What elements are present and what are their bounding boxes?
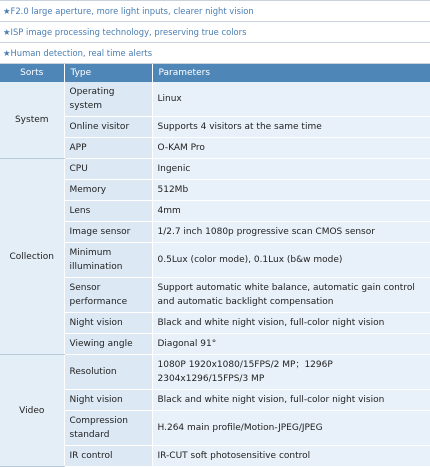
- feature-bullets: [0, 0, 430, 64]
- table-row: [0, 313, 430, 334]
- table-row: [0, 117, 430, 138]
- table-row: [0, 82, 430, 117]
- table-row: [0, 159, 430, 180]
- parameter-cell: 0.5Lux (color mode), 0.1Lux (b&w mode): [152, 243, 430, 278]
- table-row: [0, 411, 430, 446]
- parameter-cell: Linux: [152, 82, 430, 117]
- type-cell: APP: [64, 138, 152, 159]
- type-cell: Sensor performance: [64, 278, 152, 313]
- sort-cell: System: [0, 82, 64, 159]
- feature-bullet: ★ISP image processing technology, preserving true colors: [0, 22, 430, 43]
- parameter-cell: 1080P 1920x1080/15FPS/2 MP；1296P 2304x1296/15FPS/3 MP: [152, 355, 430, 390]
- spec-table: [0, 64, 430, 467]
- spec-table-body: [0, 82, 430, 467]
- parameter-cell: Black and white night vision, full-color night vision: [152, 390, 430, 411]
- table-row: [0, 138, 430, 159]
- table-row: [0, 334, 430, 355]
- parameter-cell: 4mm: [152, 201, 430, 222]
- parameter-cell: Support automatic white balance, automatic gain control and automatic backlight compensation: [152, 278, 430, 313]
- parameter-cell: Ingenic: [152, 159, 430, 180]
- sort-cell: Collection: [0, 159, 64, 355]
- feature-bullet: ★Human detection, real time alerts: [0, 43, 430, 64]
- header-sorts: Sorts: [0, 64, 64, 82]
- type-cell: Online visitor: [64, 117, 152, 138]
- parameter-cell: IR-CUT soft photosensitive control: [152, 446, 430, 467]
- type-cell: Resolution: [64, 355, 152, 390]
- type-cell: Memory: [64, 180, 152, 201]
- type-cell: Viewing angle: [64, 334, 152, 355]
- table-row: [0, 243, 430, 278]
- header-type: Type: [64, 64, 152, 82]
- table-header-row: [0, 64, 430, 82]
- table-row: [0, 390, 430, 411]
- sort-cell: Video: [0, 355, 64, 467]
- table-row: [0, 222, 430, 243]
- type-cell: Night vision: [64, 313, 152, 334]
- type-cell: Operating system: [64, 82, 152, 117]
- table-row: [0, 201, 430, 222]
- type-cell: Night vision: [64, 390, 152, 411]
- type-cell: IR control: [64, 446, 152, 467]
- parameter-cell: H.264 main profile/Motion-JPEG/JPEG: [152, 411, 430, 446]
- parameter-cell: Supports 4 visitors at the same time: [152, 117, 430, 138]
- parameter-cell: 1/2.7 inch 1080p progressive scan CMOS sensor: [152, 222, 430, 243]
- table-row: [0, 446, 430, 467]
- table-row: [0, 180, 430, 201]
- parameter-cell: Black and white night vision, full-color night vision: [152, 313, 430, 334]
- type-cell: Image sensor: [64, 222, 152, 243]
- type-cell: CPU: [64, 159, 152, 180]
- feature-bullet: ★F2.0 large aperture, more light inputs, clearer night vision: [0, 1, 430, 22]
- parameter-cell: O-KAM Pro: [152, 138, 430, 159]
- type-cell: Compression standard: [64, 411, 152, 446]
- header-parameters: Parameters: [152, 64, 430, 82]
- table-row: [0, 355, 430, 390]
- type-cell: Minimum illumination: [64, 243, 152, 278]
- parameter-cell: Diagonal 91°: [152, 334, 430, 355]
- table-row: [0, 278, 430, 313]
- parameter-cell: 512Mb: [152, 180, 430, 201]
- type-cell: Lens: [64, 201, 152, 222]
